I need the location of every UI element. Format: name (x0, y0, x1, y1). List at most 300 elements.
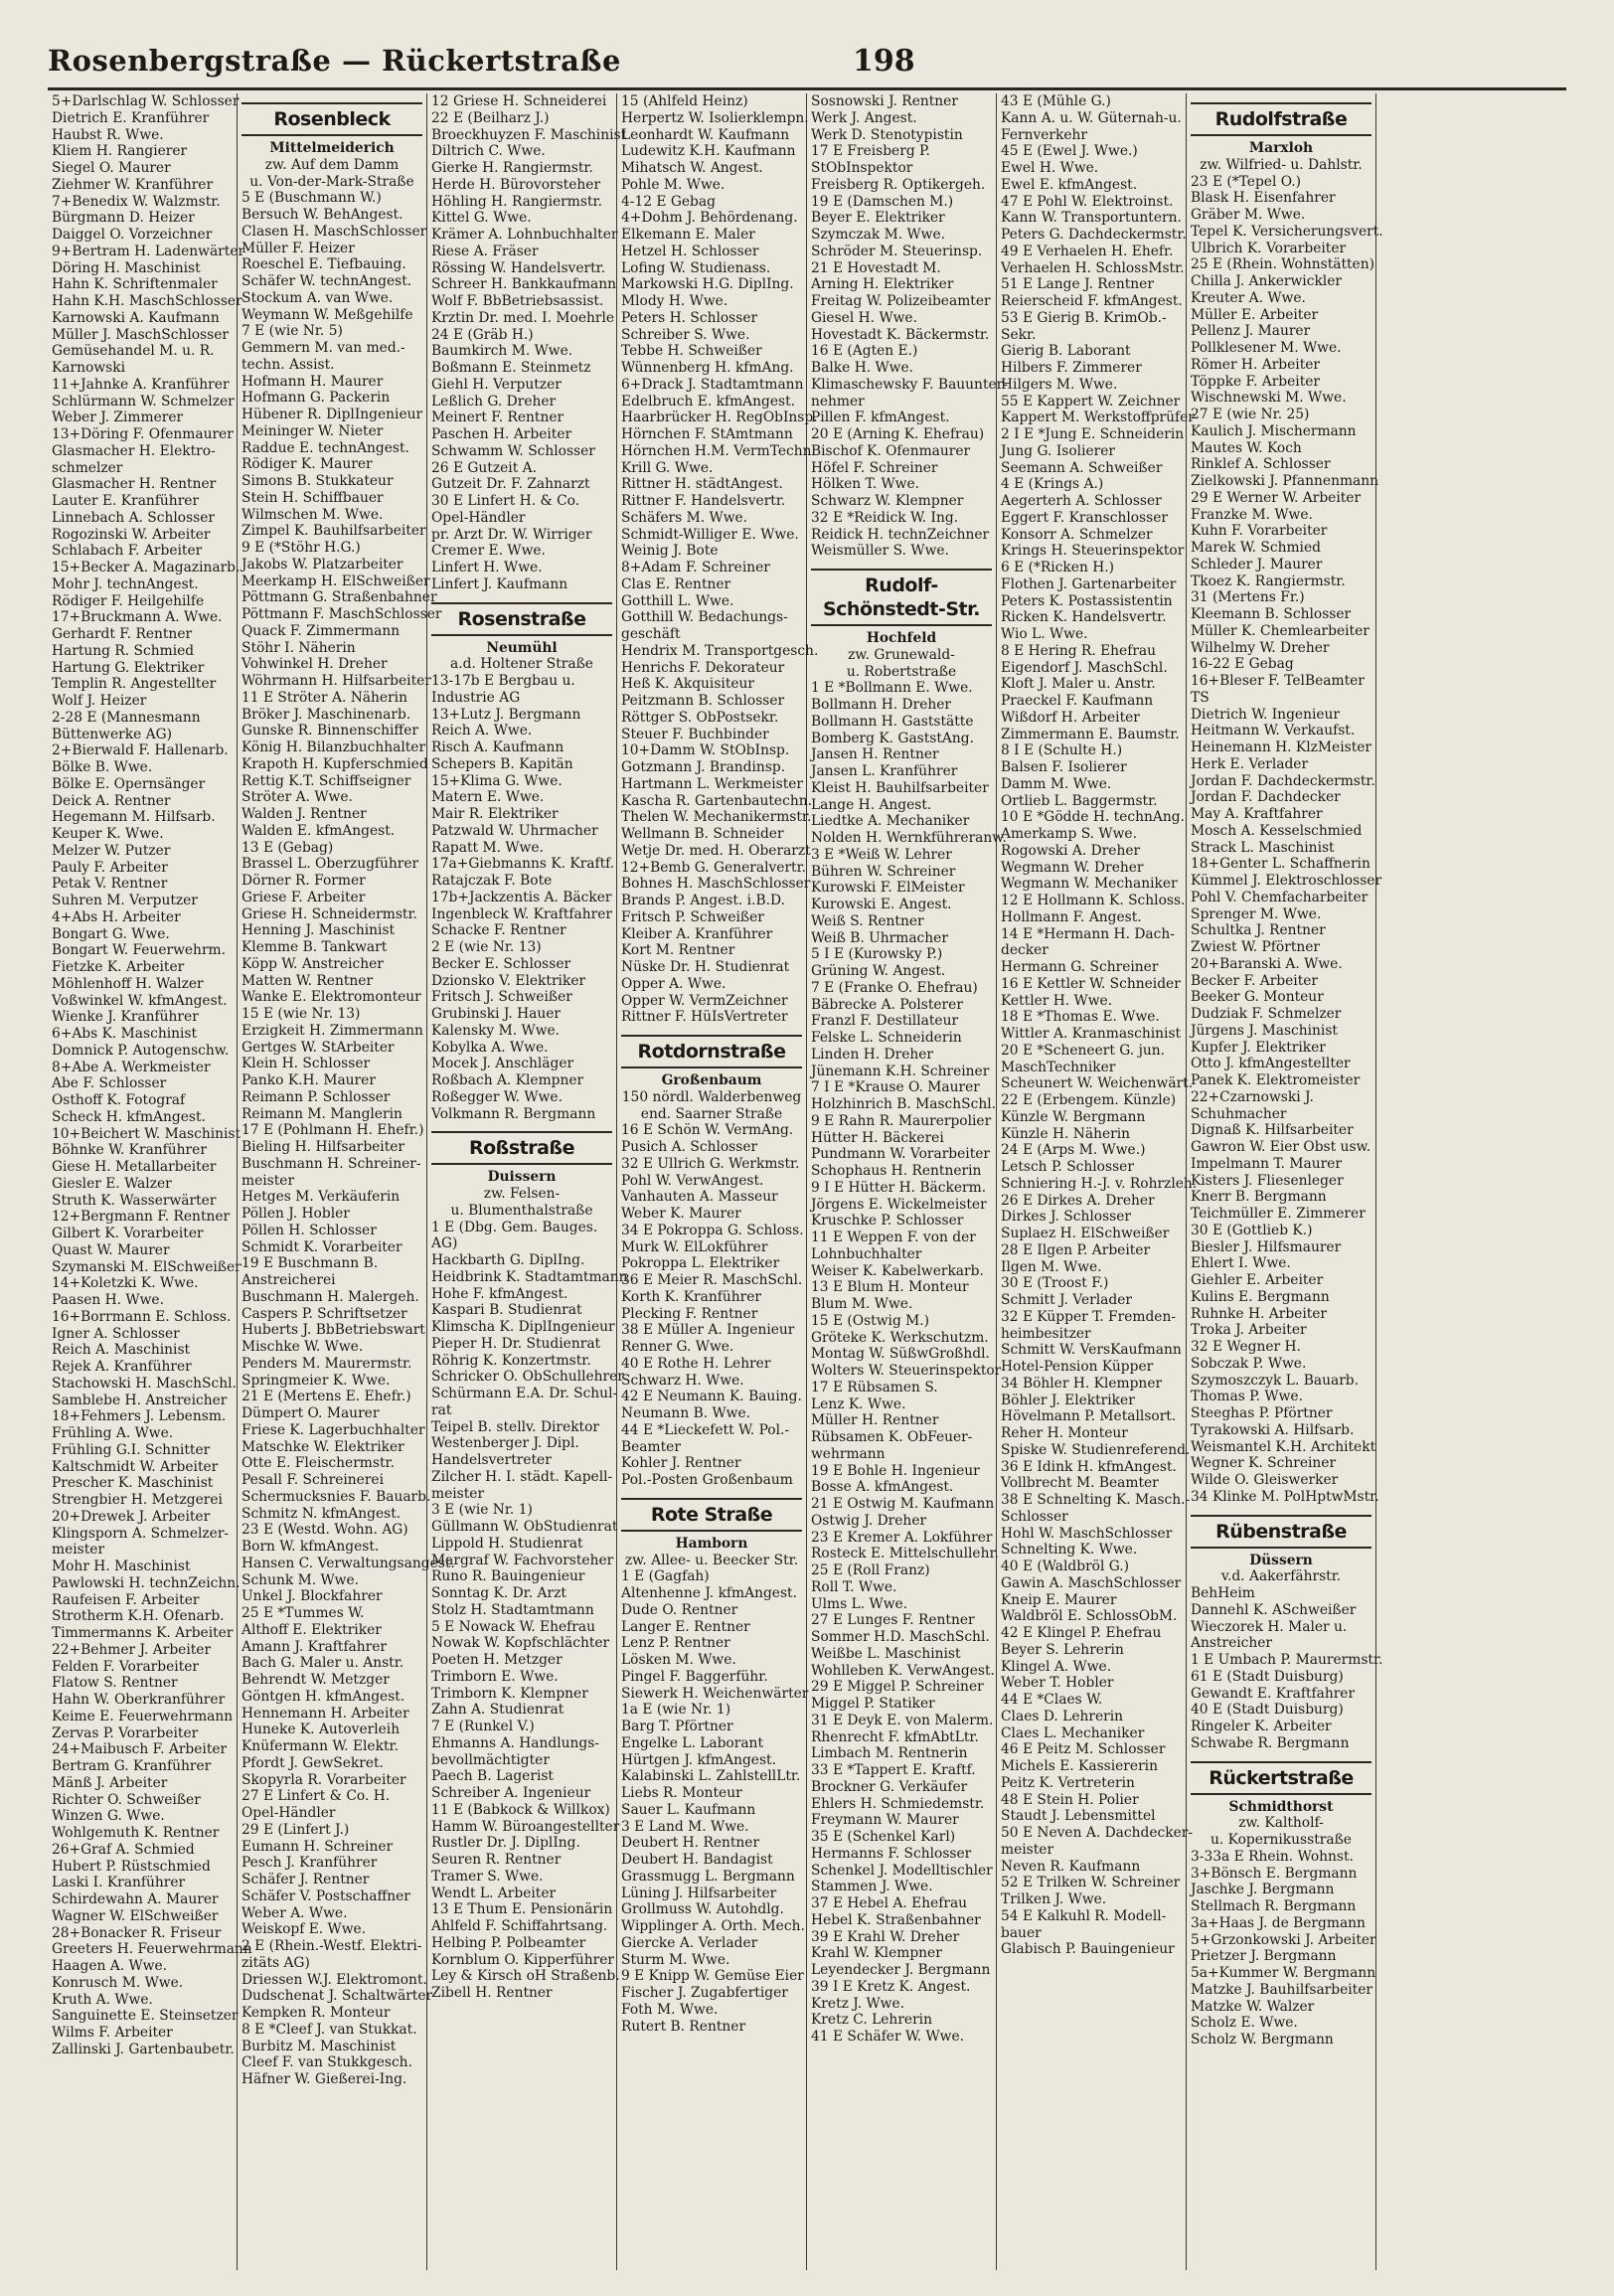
resident-entry: Igner A. Schlosser (52, 1325, 180, 1342)
resident-entry: Kaspari B. Studienrat (431, 1302, 582, 1319)
resident-entry: 28+Bonacker R. Friseur (52, 1924, 222, 1941)
resident-entry: Hütter H. Bäckerei (811, 1129, 944, 1146)
resident-entry: Röhrig K. Konzertmstr. (431, 1352, 591, 1369)
resident-entry: Impelmann T. Maurer (1191, 1155, 1342, 1172)
resident-entry: Diltrich C. Wwe. (431, 143, 546, 160)
resident-entry: 43 E (Mühle G.) (1001, 93, 1111, 109)
resident-entry: 17 E (Pohlmann H. Ehefr.) (242, 1122, 424, 1139)
resident-entry: Dietrich E. Kranführer (52, 109, 210, 126)
resident-entry: 45 E (Ewel J. Wwe.) (1001, 143, 1138, 160)
resident-entry: Dietrich W. Ingenieur (1191, 706, 1341, 723)
resident-entry: Seemann A. Schweißer (1001, 459, 1163, 476)
resident-entry: Keuper K. Wwe. (52, 826, 164, 842)
resident-entry: Zielkowski J. Pfannenmann (1191, 473, 1379, 489)
resident-entry: Opel-Händler (242, 1805, 336, 1821)
resident-entry: Weymann W. Meßgehilfe (242, 306, 413, 323)
resident-entry: Handelsvertreter (431, 1452, 552, 1468)
street-heading: Rosenstraße (431, 602, 612, 636)
resident-entry: Thelen W. Mechanikermstr. (621, 809, 812, 826)
resident-entry: 16 E (Agten E.) (811, 343, 918, 360)
resident-entry: 15+Klima G. Wwe. (431, 772, 563, 789)
district-note: zw. Auf dem Damm (264, 156, 400, 173)
resident-entry: 5+Grzonkowski J. Arbeiter (1191, 1931, 1376, 1948)
resident-entry: Hegemann M. Hilfsarb. (52, 809, 216, 826)
resident-entry: Weber K. Maurer (621, 1206, 741, 1222)
resident-entry: Voßwinkel W. kfmAngest. (52, 992, 228, 1009)
resident-entry: Weiß B. Uhrmacher (811, 929, 948, 946)
resident-entry: Neven R. Kaufmann (1001, 1858, 1141, 1875)
resident-entry: Hendrix M. Transportgesch. (621, 642, 819, 659)
resident-entry: 12 E Hollmann K. Schloss. (1001, 893, 1186, 908)
resident-entry: Sturm M. Wwe. (621, 1951, 730, 1968)
resident-entry: Zimmermann E. Baumstr. (1001, 726, 1180, 742)
resident-entry: Rutert B. Rentner (621, 2018, 746, 2035)
resident-entry: Herde H. Bürovorsteher (431, 176, 601, 193)
resident-entry: Dudziak F. Schmelzer (1191, 1006, 1342, 1022)
resident-entry: Kleist H. Bauhilfsarbeiter (811, 779, 989, 796)
resident-entry: Schäfer J. Rentner (242, 1872, 370, 1887)
resident-entry: Pöttmann F. MaschSchlosser (242, 606, 442, 622)
resident-entry: Römer H. Arbeiter (1191, 356, 1320, 373)
resident-entry: Wilmschen M. Wwe. (242, 506, 384, 523)
resident-entry: Schenkel J. Modelltischler (811, 1862, 993, 1879)
resident-entry: Tyrakowski A. Hilfsarb. (1191, 1421, 1355, 1438)
resident-entry: Huneke K. Autoverleih (242, 1722, 401, 1738)
resident-entry: Cleef F. van Stukkgesch. (242, 2054, 412, 2071)
resident-entry: Hubert P. Rüstschmied (52, 1858, 211, 1875)
resident-entry: Wohlleben K. VerwAngest. (811, 1662, 995, 1679)
resident-entry: Sommer H.D. MaschSchl. (811, 1629, 990, 1645)
resident-entry: 39 E Krahl W. Dreher (811, 1928, 960, 1945)
street-range-title: Rosenbergstraße — Rückertstraße (48, 44, 621, 78)
resident-entry: Rödiger F. Heilgehilfe (52, 592, 205, 609)
resident-entry: Pohl V. Chemfacharbeiter (1191, 889, 1369, 905)
column-6 (997, 93, 1198, 2270)
resident-entry: 37 E Hebel A. Ehefrau (811, 1895, 968, 1911)
resident-entry: Matzke J. Bauhilfsarbeiter (1191, 1981, 1372, 1998)
resident-entry: Konrusch M. Wwe. (52, 1974, 184, 1991)
resident-entry: Bersuch W. BehAngest. (242, 207, 404, 223)
resident-entry: 22 E (Beilharz J.) (431, 109, 550, 126)
column-5 (807, 93, 1008, 2270)
resident-entry: Giehl H. Verputzer (431, 376, 562, 393)
resident-entry: 19 E (Damschen M.) (811, 193, 954, 210)
district-note: zw. Grunewald- (848, 646, 955, 663)
resident-entry: 16 E Kettler W. Schneider (1001, 975, 1181, 992)
resident-entry: Kalensky M. Wwe. (431, 1022, 561, 1039)
resident-entry: 1 E Umbach P. Maurermstr. (1191, 1652, 1383, 1668)
resident-entry: Wipplinger A. Orth. Mech. (621, 1918, 805, 1934)
resident-entry: 2+Bierwald F. Hallenarb. (52, 742, 229, 759)
resident-entry: Teichmüller E. Zimmerer (1191, 1206, 1366, 1222)
resident-entry: 42 E Neumann K. Bauing. (621, 1389, 802, 1405)
resident-entry: Kittel G. Wwe. (431, 210, 532, 227)
resident-entry: 7 E (wie Nr. 5) (242, 323, 343, 340)
resident-entry: schmelzer (52, 459, 123, 476)
resident-entry: Pöttmann G. Straßenbahner (242, 589, 437, 606)
resident-entry: Heß K. Akquisiteur (621, 676, 755, 693)
resident-entry: 5 I E (Kurowsky P.) (811, 946, 943, 963)
resident-entry: Deick A. Rentner (52, 792, 171, 809)
resident-entry: MaschTechniker (1001, 1059, 1116, 1075)
resident-entry: Kempken R. Monteur (242, 2005, 391, 2021)
resident-entry: Waldbröl E. SchlossObM. (1001, 1608, 1178, 1625)
resident-entry: Amann J. Kraftfahrer (242, 1638, 388, 1655)
resident-entry: 24 E (Arps M. Wwe.) (1001, 1142, 1146, 1159)
resident-entry: Opper A. Wwe. (621, 975, 726, 992)
resident-entry: Peitzmann B. Schlosser (621, 693, 785, 709)
resident-entry: 36 E Meier R. MaschSchl. (621, 1272, 803, 1288)
resident-entry: 19 E Buschmann B. (242, 1255, 379, 1272)
resident-entry: 30 E (Gottlieb K.) (1191, 1222, 1313, 1238)
resident-entry: 14 E *Hermann H. Dach- (1001, 925, 1175, 942)
resident-entry: Wienke J. Kranführer (52, 1009, 199, 1026)
resident-entry: Hölken T. Wwe. (811, 476, 920, 493)
resident-entry: Lippold H. Studienrat (431, 1535, 583, 1552)
resident-entry: 13 E (Gebag) (242, 839, 334, 856)
resident-entry: Dannehl K. ASchweißer (1191, 1601, 1357, 1618)
resident-entry: Montag W. SüßwGroßhdl. (811, 1346, 990, 1363)
resident-entry: 15 E (wie Nr. 13) (242, 1006, 361, 1022)
resident-entry: Bischof K. Ofenmaurer (811, 442, 971, 459)
resident-entry: Hetges M. Verkäuferin (242, 1189, 401, 1206)
resident-entry: TS (1191, 689, 1210, 706)
resident-entry: Glasmacher H. Elektro- (52, 442, 216, 459)
resident-entry: Schmidt K. Vorarbeiter (242, 1238, 403, 1255)
resident-entry: Wolf F. BbBetriebsassist. (431, 293, 604, 309)
resident-entry: Stammen J. Wwe. (811, 1879, 933, 1895)
resident-entry: Eggert F. Kranschlosser (1001, 509, 1168, 526)
resident-entry: Deubert H. Bandagist (621, 1852, 773, 1868)
resident-entry: Quast W. Maurer (52, 1241, 170, 1258)
resident-entry: Szymczak M. Wwe. (811, 227, 946, 243)
resident-entry: Ströter A. Wwe. (242, 789, 353, 806)
resident-entry: Kneip E. Maurer (1001, 1591, 1117, 1608)
resident-entry: Ewel H. Wwe. (1001, 160, 1099, 176)
resident-entry: Peters K. Postassistentin (1001, 592, 1173, 609)
resident-entry: Tebbe H. Schweißer (621, 343, 762, 360)
resident-entry: Schlosser (1001, 1508, 1068, 1525)
resident-entry: Cremer E. Wwe. (431, 543, 546, 560)
resident-entry: Schermucksnies F. Bauarb. (242, 1488, 431, 1505)
resident-entry: Otte E. Fleischermstr. (242, 1455, 395, 1472)
resident-entry: 61 E (Stadt Duisburg) (1191, 1668, 1344, 1685)
resident-entry: Nowak W. Kopfschlächter (431, 1635, 610, 1652)
resident-entry: Reidick H. technZeichner (811, 526, 990, 543)
resident-entry: Schreer H. Bankkaufmann (431, 276, 617, 293)
resident-entry: Böhnke W. Kranführer (52, 1142, 207, 1159)
resident-entry: Hörnchen H.M. VermTechn. (621, 442, 816, 459)
resident-entry: Freitag W. Polizeibeamter (811, 293, 991, 309)
resident-entry: Poeten H. Metzger (431, 1652, 563, 1668)
resident-entry: Szymanski M. ElSchweißer (52, 1258, 242, 1275)
resident-entry: Klingel A. Wwe. (1001, 1658, 1112, 1675)
resident-entry: Griese F. Arbeiter (242, 889, 366, 905)
resident-entry: Büttenwerke AG) (52, 726, 173, 742)
resident-entry: Greeters H. Feuerwehrmann (52, 1941, 252, 1958)
resident-entry: Tkoez K. Rangiermstr. (1191, 573, 1346, 589)
resident-entry: Gawin A. MaschSchlosser (1001, 1574, 1182, 1591)
resident-entry: Trilken J. Wwe. (1001, 1891, 1107, 1907)
resident-entry: Rittner F. Handelsvertr. (621, 493, 786, 509)
resident-entry: Kliem H. Rangierer (52, 143, 188, 160)
resident-entry: Mohr J. technAngest. (52, 575, 199, 592)
district-note: Düssern (1249, 1552, 1313, 1568)
resident-entry: Wilhelmy W. Dreher (1191, 639, 1330, 656)
resident-entry: 2 E (Rhein.-Westf. Elektri- (242, 1938, 422, 1954)
resident-entry: Bomberg K. GaststAng. (811, 730, 974, 746)
resident-entry: Stolz H. Stadtamtmann (431, 1601, 594, 1618)
resident-entry: Sobczak P. Wwe. (1191, 1355, 1307, 1372)
resident-entry: Jung G. Isolierer (1001, 442, 1116, 459)
resident-entry: Zimpel K. Bauhilfsarbeiter (242, 523, 426, 540)
resident-entry: Bollmann H. Dreher (811, 697, 952, 713)
resident-entry: Huberts J. BbBetriebswart (242, 1322, 425, 1339)
resident-entry: Ehmanns A. Handlungs- (431, 1734, 599, 1751)
resident-entry: Gutzeit Dr. F. Zahnarzt (431, 476, 590, 493)
resident-entry: Pundmann W. Vorarbeiter (811, 1146, 991, 1163)
resident-entry: Reich A. Maschinist (52, 1342, 191, 1359)
resident-entry: Röttger S. ObPostsekr. (621, 709, 779, 726)
resident-entry: Aegerterh A. Schlosser (1001, 493, 1162, 509)
resident-entry: Flatow S. Rentner (52, 1675, 178, 1692)
resident-entry: Schniering H.-J. v. Rohrzleh. (1001, 1175, 1198, 1192)
resident-entry: 34 E Pokroppa G. Schloss. (621, 1222, 804, 1238)
resident-entry: Haarbrücker H. RegObInsp. (621, 410, 818, 426)
resident-entry: Kort M. Rentner (621, 942, 735, 959)
resident-entry: Keime E. Feuerwehrmann (52, 1708, 234, 1724)
resident-entry: Unkel J. Blockfahrer (242, 1588, 383, 1605)
resident-entry: Jordan F. Dachdecker (1191, 789, 1341, 806)
resident-entry: Hermann G. Schreiner (1001, 959, 1159, 975)
resident-entry: Roll T. Wwe. (811, 1578, 897, 1595)
resident-entry: Schuhmacher (1191, 1105, 1287, 1122)
resident-entry: Bongart W. Feuerwehrm. (52, 942, 227, 959)
resident-entry: 12+Bemb G. Generalvertr. (621, 859, 807, 876)
column-1 (48, 93, 252, 2270)
resident-entry: Schleder J. Maurer (1191, 556, 1323, 573)
resident-entry: 18 E *Thomas E. Wwe. (1001, 1009, 1160, 1026)
resident-entry: Fernverkehr (1001, 126, 1088, 143)
resident-entry: Panek K. Elektromeister (1191, 1072, 1361, 1088)
resident-entry: Rittner H. städtAngest. (621, 476, 783, 493)
resident-entry: Lohnbuchhalter (811, 1245, 922, 1262)
resident-entry: Hilbers F. Zimmerer (1001, 360, 1142, 376)
resident-entry: 7 E (Runkel V.) (431, 1719, 535, 1734)
resident-entry: Kleemann B. Schlosser (1191, 606, 1352, 622)
resident-entry: Fischer J. Zugabfertiger (621, 1985, 788, 2001)
resident-entry: Rübsamen K. ObFeuer- (811, 1429, 973, 1445)
resident-entry: Ruhnke H. Arbeiter (1191, 1305, 1328, 1322)
resident-entry: Hetzel H. Schlosser (621, 243, 759, 259)
resident-entry: Glasmacher H. Rentner (52, 476, 217, 493)
district-note: end. Saarner Straße (640, 1105, 783, 1122)
column-4 (617, 93, 819, 2270)
resident-entry: 55 E Kappert W. Zeichner (1001, 393, 1181, 410)
resident-entry: Wohlgemuth K. Rentner (52, 1825, 220, 1841)
resident-entry: Lenz P. Rentner (621, 1635, 730, 1652)
resident-entry: Peitz K. Vertreterin (1001, 1774, 1135, 1791)
resident-entry: Runo R. Bauingenieur (431, 1568, 585, 1585)
resident-entry: Scheunert W. Weichenwärt. (1001, 1075, 1194, 1092)
resident-entry: Praeckel F. Kaufmann (1001, 693, 1154, 709)
resident-entry: Engelke L. Laborant (621, 1734, 763, 1751)
resident-entry: Hennemann H. Arbeiter (242, 1705, 409, 1722)
resident-entry: Bühren W. Schreiner (811, 863, 956, 880)
resident-entry: 3+Bönsch E. Bergmann (1191, 1865, 1358, 1882)
resident-entry: Weismantel K.H. Architekt (1191, 1438, 1376, 1455)
resident-entry: Lauter E. Kranführer (52, 493, 200, 509)
resident-entry: Weismüller S. Wwe. (811, 543, 949, 560)
resident-entry: Langer E. Rentner (621, 1618, 750, 1635)
resident-entry: 13 E Blum H. Monteur (811, 1279, 969, 1296)
resident-entry: Pokroppa L. Elektriker (621, 1255, 780, 1272)
resident-entry: Timmermanns K. Arbeiter (52, 1625, 234, 1641)
resident-entry: nehmer (811, 393, 865, 410)
resident-entry: Köpp W. Anstreicher (242, 955, 384, 972)
resident-entry: Panko K.H. Maurer (242, 1072, 376, 1088)
resident-entry: Hansen C. Verwaltungsangest. (242, 1555, 455, 1571)
resident-entry: Raufeisen F. Arbeiter (52, 1591, 200, 1608)
resident-entry: Güllmann W. ObStudienrat (431, 1519, 618, 1535)
resident-entry: meister (52, 1542, 105, 1558)
resident-entry: Krapoth H. Kupferschmied (242, 755, 428, 772)
resident-entry: Markowski H.G. DiplIng. (621, 276, 794, 293)
resident-entry: Verhaelen H. SchlossMstr. (1001, 259, 1185, 276)
directory-columns (48, 93, 1566, 2270)
resident-entry: Klein H. Schlosser (242, 1056, 371, 1072)
resident-entry: Matschke W. Elektriker (242, 1438, 404, 1455)
resident-entry: 27 E (wie Nr. 25) (1191, 407, 1310, 422)
resident-entry: Schreiber A. Ingenieur (431, 1785, 591, 1801)
resident-entry: Schunk M. Wwe. (242, 1571, 360, 1588)
resident-entry: 14+Koletzki K. Wwe. (52, 1275, 199, 1292)
resident-entry: 25 E (Rhein. Wohnstätten) (1191, 256, 1374, 273)
resident-entry: Westenberger J. Dipl. (431, 1435, 579, 1452)
resident-entry: Rödiger K. Maurer (242, 456, 373, 473)
resident-entry: 51 E Lange J. Rentner (1001, 276, 1154, 293)
resident-entry: 11 E Weppen F. von der (811, 1230, 976, 1245)
resident-entry: 6+Drack J. Stadtamtmann (621, 376, 804, 393)
resident-entry: 11 E Ströter A. Näherin (242, 689, 407, 706)
resident-entry: 26 E Gutzeit A. (431, 459, 537, 476)
resident-entry: 10 E *Gödde H. technAng. (1001, 809, 1185, 826)
resident-entry: 29 E (Linfert J.) (242, 1821, 350, 1838)
resident-entry: Pohle M. Wwe. (621, 176, 726, 193)
resident-entry: Mair R. Elektriker (431, 806, 559, 822)
resident-entry: 38 E Müller A. Ingenieur (621, 1322, 795, 1339)
resident-entry: 3 E (wie Nr. 1) (431, 1502, 533, 1519)
resident-entry: Wißdorf H. Arbeiter (1001, 709, 1140, 726)
resident-entry: Rustler Dr. J. DiplIng. (431, 1835, 580, 1852)
district-note: Großenbaum (661, 1072, 762, 1088)
resident-entry: Strengbier H. Metzgerei (52, 1492, 223, 1508)
resident-entry: 17+Bruckmann A. Wwe. (52, 609, 223, 626)
resident-entry: Troka J. Arbeiter (1191, 1322, 1307, 1339)
resident-entry: Siewerk H. Weichenwärter (621, 1685, 809, 1702)
resident-entry: Tepel K. Versicherungsvert. (1191, 223, 1383, 240)
resident-entry: 18+Fehmers J. Lebensm. (52, 1408, 227, 1425)
resident-entry: Roßegger W. Wwe. (431, 1088, 563, 1105)
resident-entry: 48 E Stein H. Polier (1001, 1791, 1139, 1808)
resident-entry: Buschmann H. Schreiner- (242, 1155, 421, 1172)
resident-entry: meister (431, 1485, 485, 1502)
resident-entry: Pohl W. VerwAngest. (621, 1172, 764, 1189)
resident-entry: 31 (Mertens Fr.) (1191, 589, 1305, 606)
resident-entry: Jürgens J. Maschinist (1191, 1022, 1338, 1039)
resident-entry: 8 I E (Schulte H.) (1001, 742, 1123, 759)
district-note: Hochfeld (866, 630, 937, 646)
resident-entry: 25 E (Roll Franz) (811, 1562, 930, 1578)
street-heading: Rückertstraße (1191, 1761, 1372, 1795)
resident-entry: Wolters W. Steuerinspektor (811, 1363, 1002, 1379)
resident-entry: Behrendt W. Metzger (242, 1672, 390, 1688)
resident-entry: rat (431, 1401, 452, 1418)
resident-entry: Gertges W. StArbeiter (242, 1039, 395, 1056)
resident-entry: Ulbrich K. Vorarbeiter (1191, 240, 1347, 256)
resident-entry: Giesler E. Walzer (52, 1175, 172, 1192)
resident-entry: Paschen H. Arbeiter (431, 426, 572, 442)
resident-entry: Zibell H. Rentner (431, 1985, 553, 2001)
resident-entry: Bongart G. Wwe. (52, 925, 170, 942)
resident-entry: Mohr H. Maschinist (52, 1558, 191, 1574)
resident-entry: BehHeim (1191, 1585, 1255, 1601)
resident-entry: 9 E Knipp W. Gemüse Eier (621, 1968, 804, 1985)
resident-entry: Döring H. Maschinist (52, 259, 201, 276)
resident-entry: Sonntag K. Dr. Arzt (431, 1585, 566, 1601)
resident-entry: Mocek J. Anschläger (431, 1056, 574, 1072)
resident-entry: 17 E Freisberg P. (811, 143, 930, 160)
resident-entry: Weber T. Hobler (1001, 1675, 1114, 1692)
resident-entry: Bölke E. Opernsänger (52, 775, 206, 792)
resident-entry: 2 E (wie Nr. 13) (431, 939, 542, 955)
resident-entry: König H. Bilanzbuchhalter (242, 739, 426, 755)
resident-entry: 10+Beichert W. Maschinist (52, 1125, 242, 1142)
resident-entry: 44 E *Lieckefett W. Pol.- (621, 1421, 790, 1438)
resident-entry: Eumann H. Schreiner (242, 1838, 394, 1855)
resident-entry: Gräber M. Wwe. (1191, 207, 1306, 223)
resident-entry: Schirdewahn A. Maurer (52, 1891, 219, 1907)
resident-entry: Gierke H. Rangiermstr. (431, 160, 593, 176)
district-note: Neumühl (486, 639, 558, 656)
resident-entry: 40 E Rothe H. Lehrer (621, 1355, 771, 1372)
resident-entry: 13+Lutz J. Bergmann (431, 706, 581, 723)
resident-entry: Wegmann W. Mechaniker (1001, 876, 1178, 893)
column-3 (427, 93, 628, 2270)
resident-entry: Broeckhuyzen F. Maschinist (431, 126, 627, 143)
resident-entry: Freymann W. Maurer (811, 1812, 959, 1829)
resident-entry: Schwabe R. Bergmann (1191, 1734, 1350, 1751)
resident-entry: Bertram G. Kranführer (52, 1758, 212, 1774)
resident-entry: Linfert H. Wwe. (431, 560, 543, 575)
resident-entry: Meininger W. Nieter (242, 422, 384, 439)
resident-entry: Gerhardt F. Rentner (52, 626, 193, 642)
resident-entry: 30 E Linfert H. & Co. (431, 493, 580, 509)
resident-entry: Rittner F. HüIsVertreter (621, 1009, 788, 1026)
resident-entry: Schwarz W. Klempner (811, 493, 964, 509)
resident-entry: Matern E. Wwe. (431, 789, 545, 806)
resident-entry: 21 E Ostwig M. Kaufmann (811, 1496, 995, 1512)
resident-entry: Dirkes J. Schlosser (1001, 1209, 1131, 1226)
district-note: Mittelmeiderich (269, 140, 395, 156)
resident-entry: 20+Drewek J. Arbeiter (52, 1508, 211, 1525)
resident-entry: Gotthill W. Bedachungs- (621, 609, 788, 626)
resident-entry: Gotthill L. Wwe. (621, 592, 734, 609)
resident-entry: 7+Benedix W. Walzmstr. (52, 193, 221, 210)
resident-entry: Marek W. Schmied (1191, 540, 1321, 556)
resident-entry: Wegmann W. Dreher (1001, 859, 1144, 876)
resident-entry: Kann W. Transportuntern. (1001, 210, 1182, 227)
